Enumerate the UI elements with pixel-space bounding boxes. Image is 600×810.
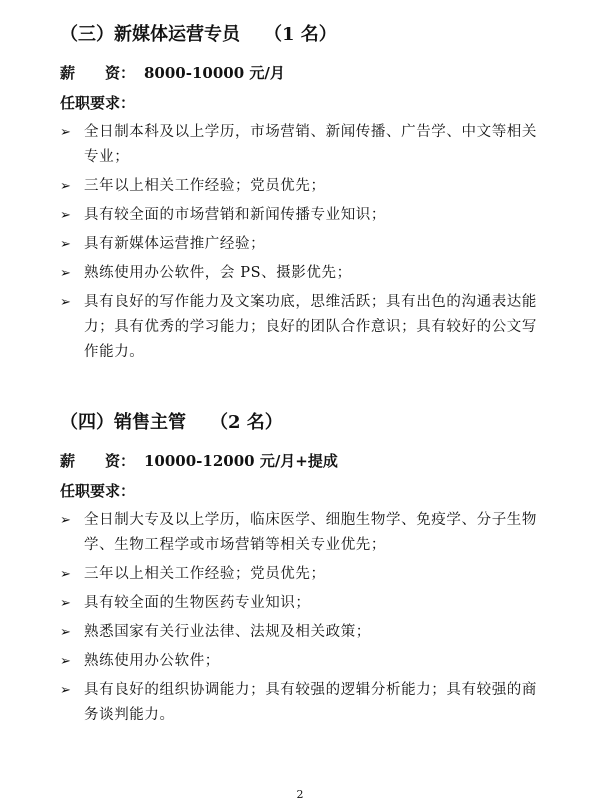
arrow-bullet-icon: ➢ — [60, 266, 72, 281]
job-title: （三）新媒体运营专员 — [60, 24, 240, 45]
list-item: ➢ 熟练使用办公软件； — [60, 649, 550, 674]
requirements-heading: 任职要求： — [60, 482, 136, 500]
section-sales-supervisor — [60, 410, 550, 732]
arrow-bullet-icon: ➢ — [60, 237, 72, 252]
headcount: （1 名） — [264, 24, 337, 45]
list-item: ➢ 全日制本科及以上学历，市场营销、新闻传播、广告学、中文等相关专业； — [60, 120, 550, 170]
list-item: ➢ 熟练使用办公软件，会 PS、摄影优先； — [60, 261, 550, 286]
salary-label: 薪 资： — [60, 452, 136, 470]
list-item: ➢ 具有良好的写作能力及文案功底，思维活跃；具有出色的沟通表达能力；具有优秀的学习能力；良好的团队合作意识；具有较好的公文写作能力。 — [60, 290, 550, 365]
arrow-bullet-icon: ➢ — [60, 513, 72, 528]
requirements-list — [60, 120, 550, 365]
salary-line — [60, 450, 550, 472]
salary-value: 10000-12000 元/月+提成 — [144, 452, 338, 470]
headcount: （2 名） — [210, 412, 283, 433]
list-item: ➢ 具有良好的组织协调能力；具有较强的逻辑分析能力；具有较强的商务谈判能力。 — [60, 678, 550, 728]
list-item: ➢ 全日制大专及以上学历，临床医学、细胞生物学、免疫学、分子生物学、生物工程学或市场营销等相关专业优先； — [60, 508, 550, 558]
arrow-bullet-icon: ➢ — [60, 208, 72, 223]
arrow-bullet-icon: ➢ — [60, 179, 72, 194]
arrow-bullet-icon: ➢ — [60, 125, 72, 140]
arrow-bullet-icon: ➢ — [60, 567, 72, 582]
section-title — [60, 22, 550, 48]
arrow-bullet-icon: ➢ — [60, 625, 72, 640]
salary-value: 8000-10000 元/月 — [144, 64, 285, 82]
list-item: ➢ 熟悉国家有关行业法律、法规及相关政策； — [60, 620, 550, 645]
list-item: ➢ 具有新媒体运营推广经验； — [60, 232, 550, 257]
arrow-bullet-icon: ➢ — [60, 683, 72, 698]
list-item: ➢ 三年以上相关工作经验；党员优先； — [60, 562, 550, 587]
page-number: 2 — [296, 788, 304, 801]
list-item: ➢ 具有较全面的生物医药专业知识； — [60, 591, 550, 616]
requirements-heading: 任职要求： — [60, 94, 136, 112]
salary-label: 薪 资： — [60, 64, 136, 82]
section-title — [60, 410, 550, 436]
job-title: （四）销售主管 — [60, 412, 186, 433]
section-new-media-specialist — [60, 22, 550, 369]
arrow-bullet-icon: ➢ — [60, 596, 72, 611]
arrow-bullet-icon: ➢ — [60, 295, 72, 310]
arrow-bullet-icon: ➢ — [60, 654, 72, 669]
salary-line — [60, 62, 550, 84]
list-item: ➢ 三年以上相关工作经验；党员优先； — [60, 174, 550, 199]
list-item: ➢ 具有较全面的市场营销和新闻传播专业知识； — [60, 203, 550, 228]
requirements-list — [60, 508, 550, 728]
